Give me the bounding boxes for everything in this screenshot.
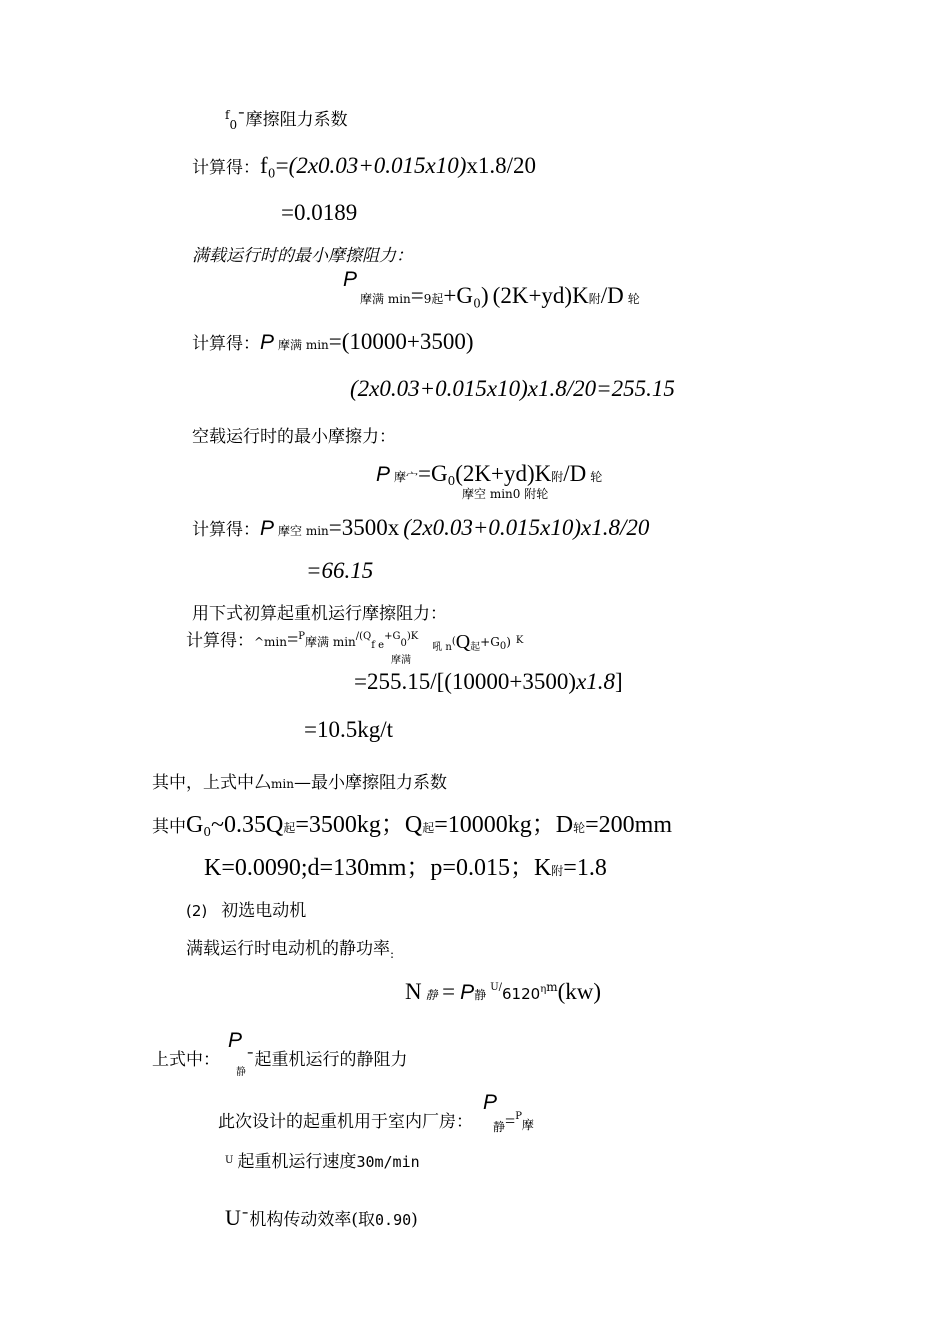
running-friction-heading: 用下式初算起重机运行摩擦阻力： [192, 604, 447, 624]
parameters-line-1: 其中$G_0\sim 0.35Q$起=3500kg；Q起=10000kg；D轮=200mm [152, 812, 672, 839]
no-load-friction-formula: P摩宀$=G_0(2K+yd)K$附/D 轮 [376, 461, 603, 488]
full-load-friction-formula: 摩满 min=9起+G₀) (2K+yd)K附/D 轮 [360, 283, 640, 308]
full-load-friction-result: (2x0.03+0.015x10)x1.8/20=255.15 [350, 376, 675, 401]
running-friction-calculation: 计算得：^min=$^P$摩满 $\min^{/(Q}f$ $e^{+G}0^{)K}_{吼 n}(Q_起+G0)$ K [186, 629, 524, 653]
transmission-efficiency-definition: U¯机构传动效率(取0.90) [225, 1205, 418, 1230]
f0-calculation: 计算得：f₀=(2x0.03+0.015x10)x1.8/20 [192, 153, 537, 178]
no-load-friction-subscript-note: 摩空 min0 附轮 [462, 487, 549, 501]
section-motor-selection: (2) 初选电动机 [186, 901, 307, 921]
running-speed-definition: $^U$ 起重机运行速度30m/min [225, 1152, 420, 1172]
friction-coefficient-definition: $^f_0$¯摩擦阻力系数 [225, 108, 348, 132]
running-friction-subscript-note: 摩满 [391, 655, 411, 666]
no-load-friction-heading: 空载运行时的最小摩擦力： [192, 427, 396, 447]
full-load-friction-symbol: P [343, 268, 358, 291]
min-friction-coefficient-note: 其中，上式中厶min—最小摩擦阻力系数 [152, 773, 447, 793]
indoor-workshop-note: 此次设计的起重机用于室内厂房：$P_静=_{P摩}$ [218, 1091, 534, 1134]
static-power-heading: 满载运行时电动机的静功率$_:$ [186, 939, 395, 961]
static-power-formula: N静 = P静$^{U/}6120^{\eta m}(kw)$ [405, 979, 602, 1004]
running-friction-result: =10.5kg/t [304, 717, 394, 742]
parameters-line-2: K=0.0090;d=130mm；p=0.015；K附=1.8 [204, 855, 607, 881]
no-load-friction-result: =66.15 [306, 558, 374, 583]
full-load-friction-calculation: 计算得：P 摩满 min=(10000+3500) [192, 329, 474, 354]
no-load-friction-calculation: 计算得：P 摩空 min=3500x (2x0.03+0.015x10)x1.8/20 [192, 515, 650, 540]
f0-result: =0.0189 [281, 200, 358, 225]
static-resistance-definition: 上式中：$P_静¯$起重机运行的静阻力 [152, 1029, 408, 1078]
full-load-friction-heading: 满载运行时的最小摩擦阻力： [192, 246, 413, 266]
running-friction-expression: =255.15/[(10000+3500)x1.8] [354, 669, 623, 694]
